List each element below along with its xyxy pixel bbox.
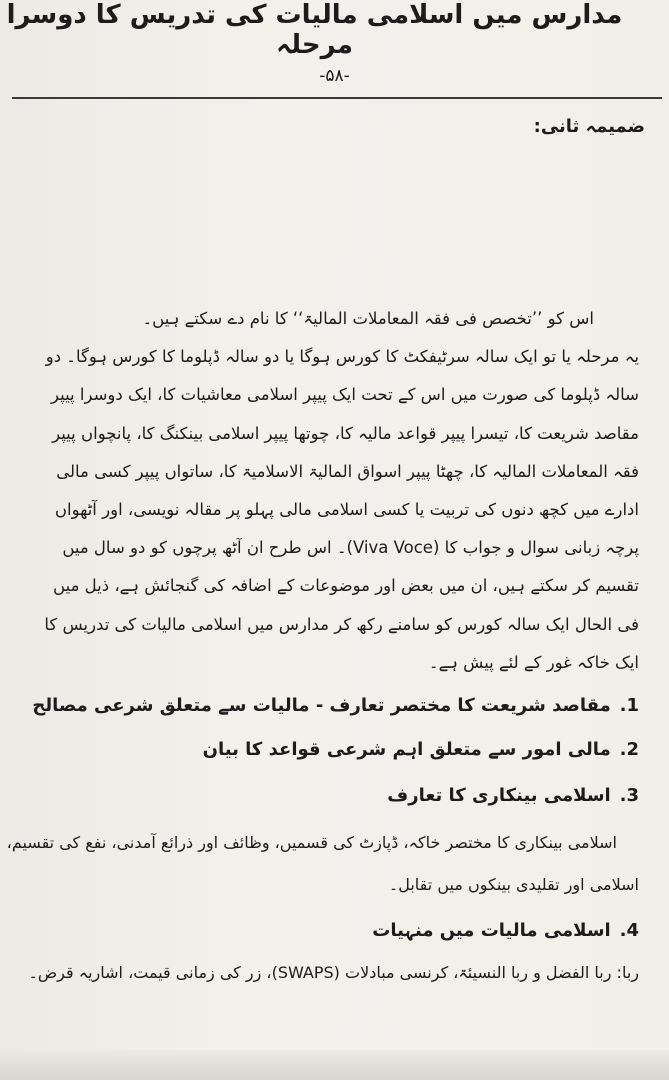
paragraph-1: اس کو ’’تخصص فی فقہ المعاملات المالیۃ‘‘ کا نام دے سکتے ہیں۔ [142,309,594,328]
paragraph-2: یہ مرحلہ یا تو ایک سالہ سرٹیفکٹ کا کورس ہوگا یا دو سالہ ڈپلوما کا کورس ہوگا۔ دو سالہ ڈپلوما کی صورت میں اس کے تحت ایک پیپر اسلامی معاشیات کا، ایک دوسرا پیپر مقاصد شریعت کا، تیسرا پیپر قواعد مالیہ کا، چوتھا پیپر اسلامی بینکنگ کا، پانچواں پیپر فقہ المعاملات المالیہ کا، چھٹا پیپر اسواق المالیۃ الاسلامیۃ کا، ساتواں پیپر کسی مالی ادارے میں کچھ دنوں کی تربیت یا کسی اسلامی مالی پہلو پر مقالہ نویسی، اور آٹھواں پرچہ زبانی سوال و جواب کا (Viva Voce)۔ اس طرح ان آٹھ پرچوں کو دو سال میں تقسیم کر سکتے ہیں، ان میں بعض اور موضوعات کے اضافہ کی گنجائش ہے، ذیل میں فی الحال ایک سالہ کورس کو سامنے رکھ کر مدارس میں اسلامی مالیات کی تدریس کا ایک خاکہ غور کے لئے پیش ہے۔ [44,347,639,672]
list-item: 3. اسلامی بینکاری کا تعارف [387,785,639,806]
list-item: 1. مقاصد شریعت کا مختصر تعارف - مالیات سے متعلق شرعی مصالح [32,695,639,716]
appendix-label: ضمیمہ ثانی: [533,116,645,137]
list-item: اسلامی اور تقلیدی بینکوں میں تقابل۔ [388,875,639,894]
list-item: 4. اسلامی مالیات میں منہیات [372,920,639,941]
page-edge [0,1050,669,1080]
header-rule [12,97,662,99]
list-item: 2. مالی امور سے متعلق اہم شرعی قواعد کا بیان [202,739,639,760]
body-text [34,300,639,682]
chapter-title: مدارس میں اسلامی مالیات کی تدریس کا دوسرا مرحلہ [6,0,623,60]
page-number: -۵۸- [319,66,350,86]
list-item: ربا: ربا الفضل و ربا النسیئۃ، کرنسی مبادلات (SWAPS)، زر کی زمانی قیمت، اشاریہ قرض۔ [28,963,639,982]
list-item: اسلامی بینکاری کا مختصر خاکہ، ڈپازٹ کی قسمیں، وظائف اور ذرائع آمدنی، نفع کی تقسیم، [6,833,617,852]
